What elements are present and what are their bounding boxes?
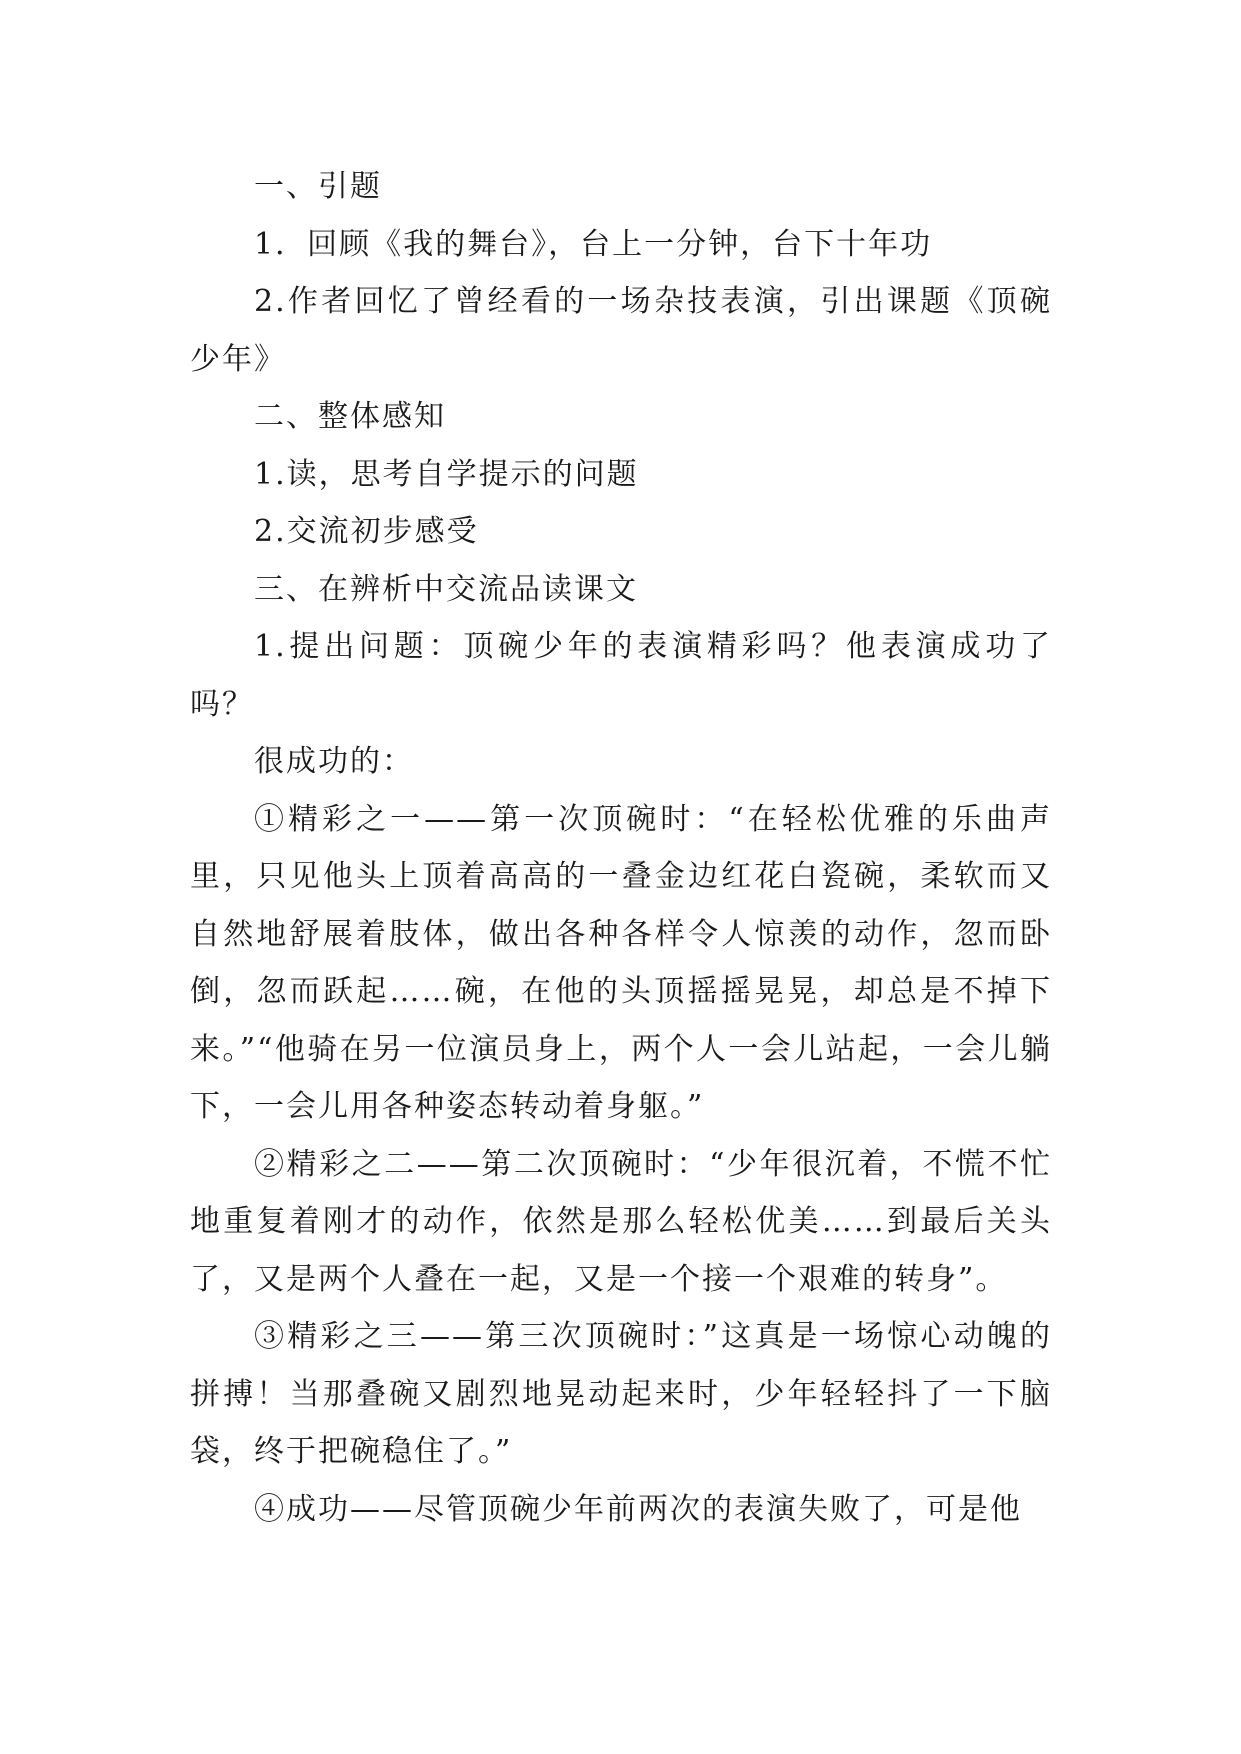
paragraph: 1.提出问题：顶碗少年的表演精彩吗？他表演成功了吗？ bbox=[190, 629, 1052, 722]
paragraph: ④成功——尽管顶碗少年前两次的表演失败了，可是他 bbox=[254, 1491, 1022, 1527]
paragraph: 2.交流初步感受 bbox=[254, 514, 479, 549]
paragraph: 1.读，思考自学提示的问题 bbox=[254, 456, 639, 492]
paragraph: 1．回顾《我的舞台》，台上一分钟，台下十年功 bbox=[254, 226, 933, 262]
paragraph: ②精彩之二——第二次顶碗时：“少年很沉着，不慌不忙地重复着刚才的动作，依然是那么轻松优美……到最后关头了，又是两个人叠在一起，又是一个接一个艰难的转身”。 bbox=[190, 1146, 1052, 1297]
section-heading-analysis: 三、在辨析中交流品读课文 bbox=[254, 571, 638, 607]
paragraph: 很成功的： bbox=[254, 744, 414, 779]
paragraph: ①精彩之一——第一次顶碗时：“在轻松优雅的乐曲声里，只见他头上顶着高高的一叠金边红花白瓷碗，柔软而又自然地舒展着肢体，做出各种各样令人惊羡的动作，忽而卧倒，忽而跃起……碗，在他的头顶摇摇晃晃，却总是不掉下来。”“他骑在另一位演员身上，两个人一会儿站起，一会儿躺下，一会儿用各种姿态转动着身躯。” bbox=[190, 801, 1052, 1124]
section-heading-overview: 二、整体感知 bbox=[254, 399, 446, 434]
paragraph: ③精彩之三——第三次顶碗时：”这真是一场惊心动魄的拼搏！当那叠碗又剧烈地晃动起来时，少年轻轻抖了一下脑袋，终于把碗稳住了。” bbox=[190, 1319, 1052, 1469]
section-heading-intro: 一、引题 bbox=[254, 169, 382, 204]
paragraph: 2.作者回忆了曾经看的一场杂技表演，引出课题《顶碗少年》 bbox=[190, 284, 1052, 377]
document-body bbox=[190, 158, 1052, 1538]
